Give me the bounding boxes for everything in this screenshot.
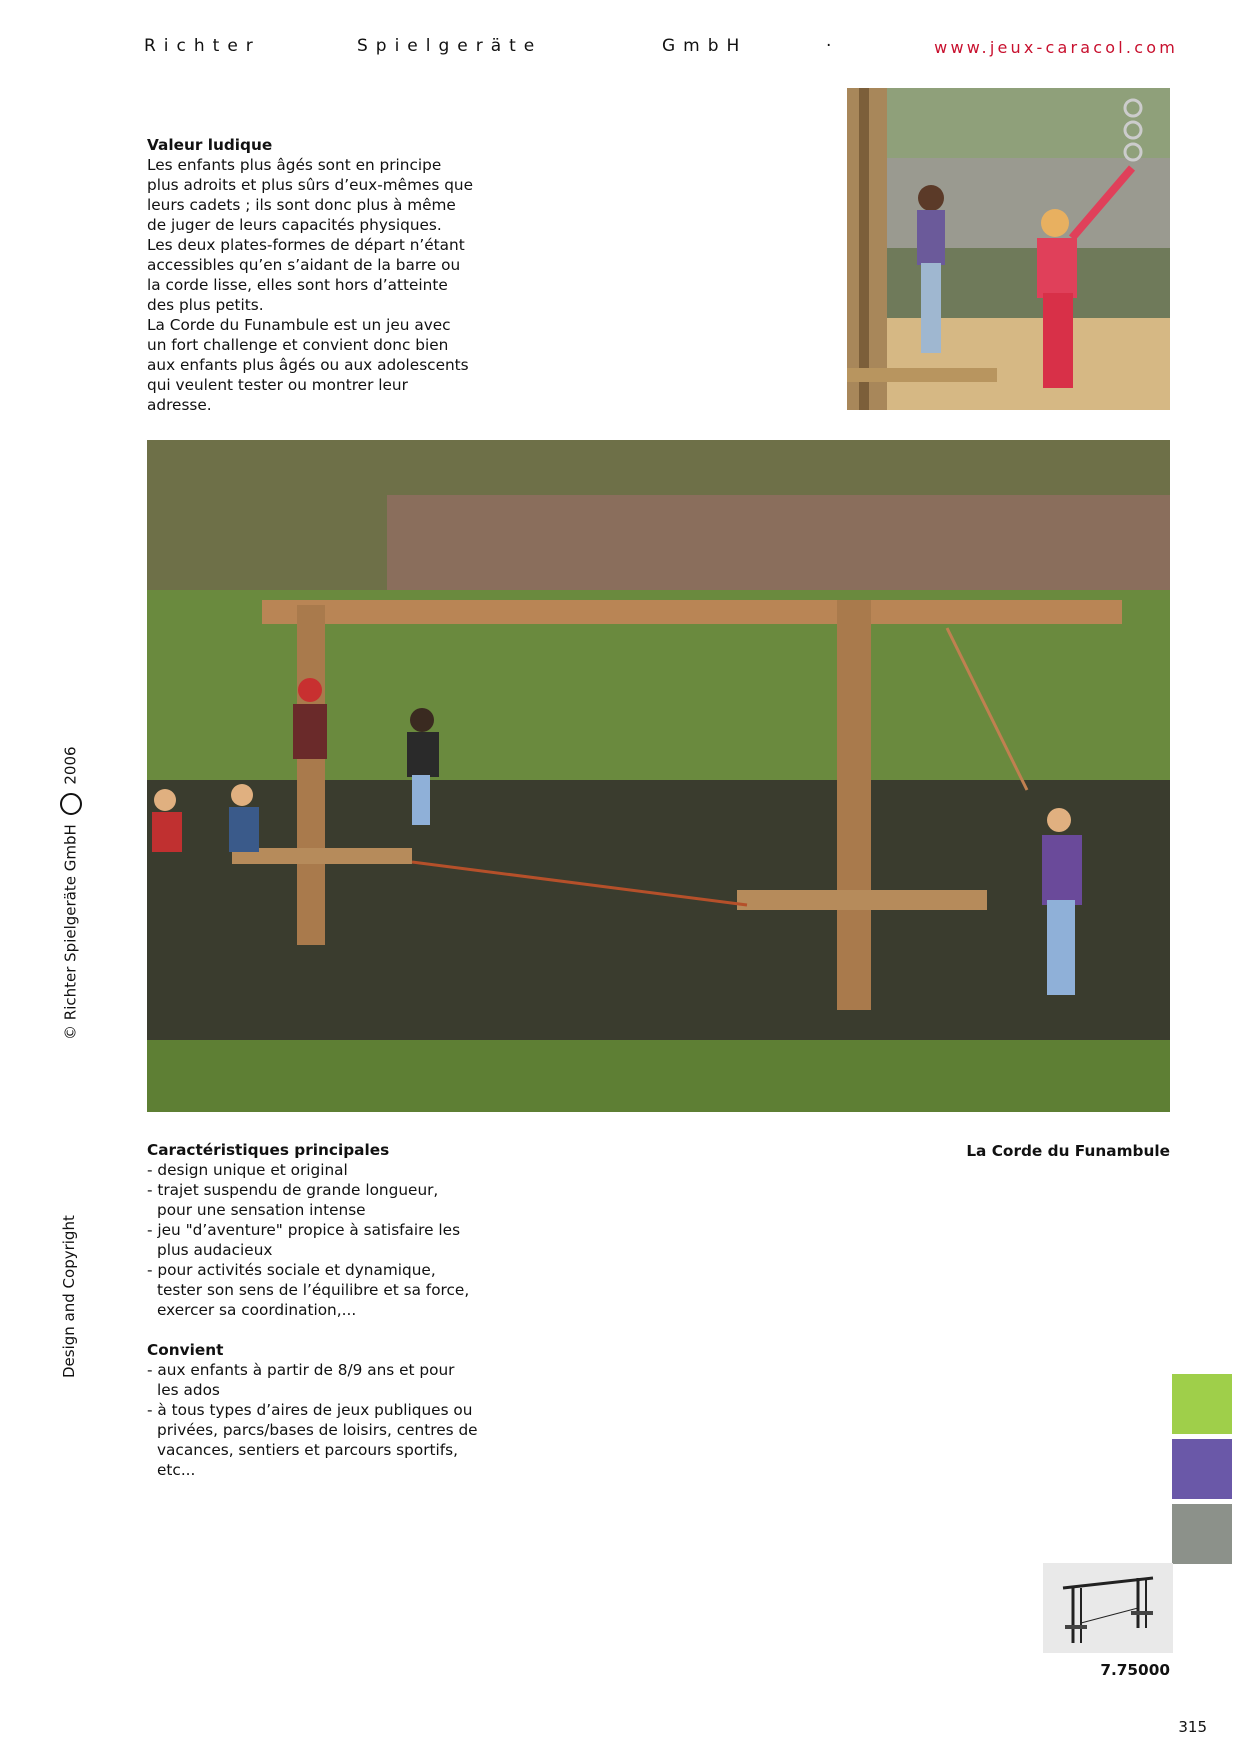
intro-section	[147, 135, 487, 415]
list-item: - à tous types d’aires de jeux publiques ou privées, parcs/bases de loisirs, centres de vacances, sentiers et parcours sportifs, etc...	[147, 1400, 487, 1480]
color-swatch-purple	[1172, 1439, 1232, 1499]
copyright-year: 2006	[61, 746, 80, 785]
intro-text: Les enfants plus âgés sont en principe plus adroits et plus sûrs d’eux-mêmes que leurs cadets ; ils sont donc plus à même de juger de leurs capacités physiques. Les deux plates-formes de départ n’étant accessibles qu’en s’aidant de la barre ou la corde lisse, elles sont hors d’atteinte des plus petits. La Corde du Funambule est un jeu avec un fort challenge et convient donc bien aux enfants plus âgés ou aux adolescents qui veulent tester ou montrer leur adresse.	[147, 156, 474, 414]
features-heading: Caractéristiques principales	[147, 1141, 390, 1159]
features-section	[147, 1140, 487, 1320]
header-separator: ·	[826, 36, 840, 56]
list-item: - design unique et original	[147, 1160, 487, 1180]
copyright-prefix: © Richter Spielgeräte GmbH	[61, 824, 80, 1040]
list-item: - aux enfants à partir de 8/9 ans et pour les ados	[147, 1360, 487, 1400]
header-company-word-1: Richter	[144, 36, 261, 56]
page-number: 315	[1178, 1718, 1207, 1736]
suitable-section	[147, 1340, 487, 1480]
product-code: 7.75000	[1100, 1661, 1170, 1679]
suitable-heading: Convient	[147, 1341, 224, 1359]
list-item: - trajet suspendu de grande longueur, pour une sensation intense	[147, 1180, 487, 1220]
photo-tightrope-rope	[147, 440, 1170, 1112]
color-swatch-green	[1172, 1374, 1232, 1434]
list-item: - jeu "d’aventure" propice à satisfaire les plus audacieux	[147, 1220, 487, 1260]
product-diagram-icon	[1043, 1563, 1173, 1653]
suitable-list	[147, 1360, 487, 1480]
copyright-text	[60, 746, 82, 1040]
product-name: La Corde du Funambule	[966, 1142, 1170, 1160]
color-swatch-gray	[1172, 1504, 1232, 1564]
design-copyright-text: Design and Copyright	[60, 1215, 78, 1378]
header-company-word-3: GmbH	[662, 36, 748, 56]
intro-heading: Valeur ludique	[147, 136, 273, 154]
features-list	[147, 1160, 487, 1320]
header-website-link[interactable]: www.jeux-caracol.com	[934, 38, 1178, 57]
list-item: - pour activités sociale et dynamique, tester son sens de l’équilibre et sa force, exercer sa coordination,...	[147, 1260, 487, 1320]
header-company-word-2: Spielgeräte	[357, 36, 543, 56]
richter-logo-icon	[60, 793, 82, 815]
photo-children-platform	[847, 88, 1170, 410]
